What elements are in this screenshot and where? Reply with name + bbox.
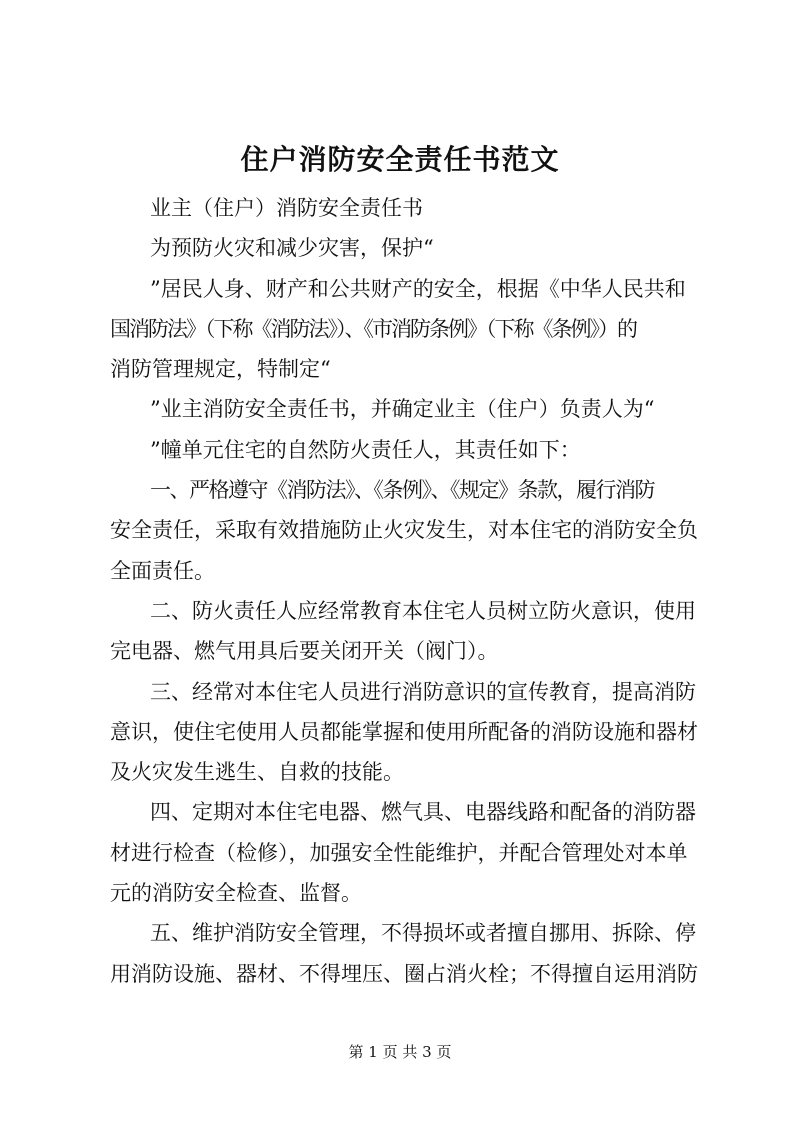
- document-title: 住户消防安全责任书范文: [240, 143, 560, 176]
- text-line: 意识，使住宅使用人员都能掌握和使用所配备的消防设施和器材: [110, 719, 698, 744]
- text-line: 三、经常对本住宅人员进行消防意识的宣传教育，提高消防: [150, 679, 696, 704]
- text-line: 五、维护消防安全管理，不得损坏或者擅自挪用、拆除、停: [150, 921, 696, 946]
- paragraph: [110, 430, 702, 470]
- text-line: 二、防火责任人应经常教育本住宅人员树立防火意识，使用: [150, 598, 696, 623]
- text-line: 四、定期对本住宅电器、燃气具、电器线路和配备的消防器: [150, 800, 696, 825]
- text-line: 业主（住户）消防安全责任书: [150, 196, 423, 220]
- text-line: 及火灾发生逃生、自救的技能。: [110, 760, 404, 785]
- paragraph-item-3: [110, 672, 702, 793]
- text-line: ”幢单元住宅的自然防火责任人，其责任如下：: [150, 437, 581, 462]
- text-line: 国消防法》（下称《消防法》）、《市消防条例》（下称《条例》）的: [110, 316, 636, 341]
- paragraph: [110, 389, 702, 429]
- text-line: 材进行检查（检修），加强安全性能维护，并配合管理处对本单: [110, 840, 688, 865]
- paragraph: [110, 228, 702, 268]
- paragraph-item-1: [110, 470, 702, 591]
- paragraph-item-2: [110, 591, 702, 672]
- paragraph-heading: [110, 188, 702, 228]
- text-line: ”居民人身、财产和公共财产的安全，根据《中华人民共和: [150, 276, 686, 301]
- text-line: 安全责任，采取有效措施防止火灾发生，对本住宅的消防安全负: [110, 518, 698, 543]
- text-line: 全面责任。: [110, 558, 215, 583]
- text-line: ”业主消防安全责任书，并确定业主（住户）负责人为“: [150, 397, 655, 422]
- paragraph: [110, 269, 702, 390]
- text-line: 用消防设施、器材、不得埋压、圈占消火栓；不得擅自运用消防: [110, 961, 698, 986]
- paragraph-item-5: [110, 913, 702, 994]
- text-line: 完电器、燃气用具后要关闭开关（阀门）。: [110, 639, 499, 664]
- text-line: 为预防火灾和减少灾害，保护“: [150, 236, 434, 261]
- text-line: 元的消防安全检查、监督。: [110, 881, 362, 906]
- document-body: [110, 188, 702, 994]
- page-footer: 第 1 页 共 3 页: [348, 1043, 452, 1061]
- text-line: 消防管理规定，特制定“: [110, 357, 331, 382]
- paragraph-item-4: [110, 792, 702, 913]
- text-line: 一、严格遵守《消防法》、《条例》、《规定》条款，履行消防: [150, 478, 654, 503]
